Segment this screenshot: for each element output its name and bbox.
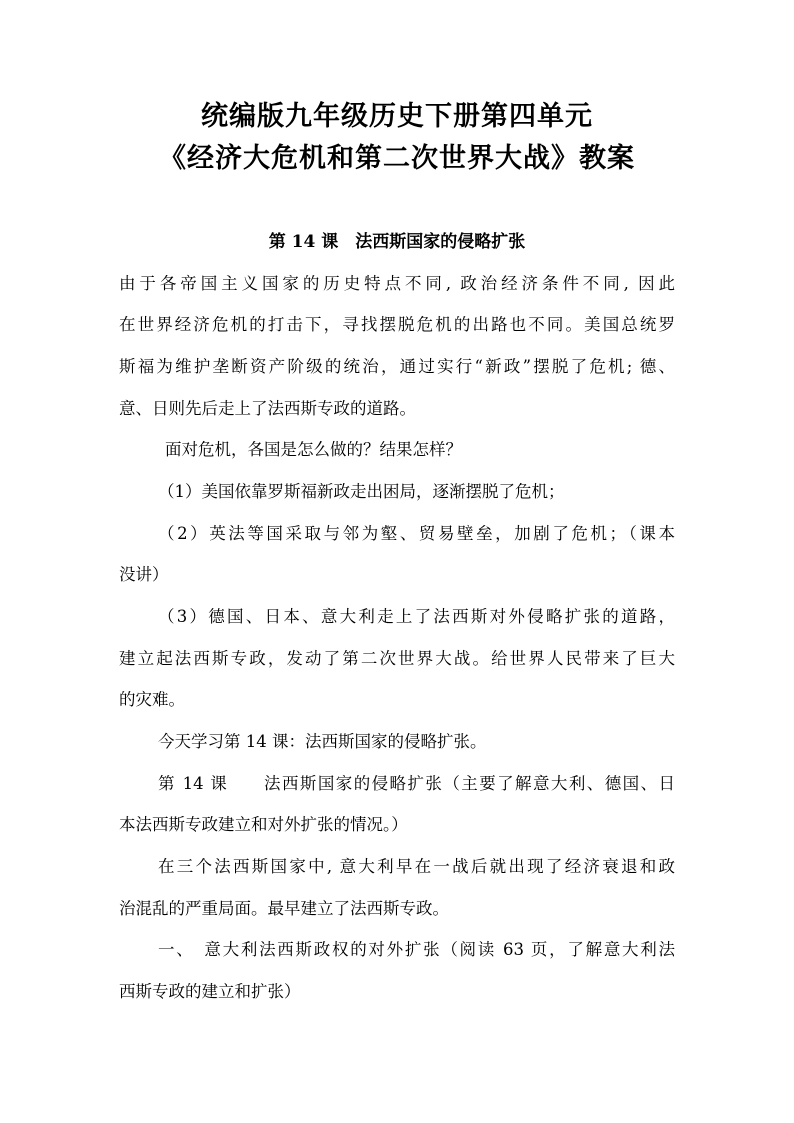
lesson-heading: 第 14 课 法西斯国家的侵略扩张 <box>268 232 526 252</box>
section-heading: 一、 意大利法西斯政权的对外扩张（阅读 63 页，了解意大利法 <box>158 940 675 959</box>
paragraph-line: 在三个法西斯国家中, 意大利早在一战后就出现了经济衰退和政 <box>158 857 675 876</box>
paragraph-line: 意、日则先后走上了法西斯专政的道路。 <box>119 399 416 418</box>
paragraph-line: 的灾难。 <box>119 690 185 709</box>
list-item: （2）英法等国采取与邻为壑、贸易壁垒，加剧了危机；（课本 <box>158 524 675 543</box>
document-title-line-1: 统编版九年级历史下册第四单元 <box>201 101 593 132</box>
paragraph-line: 治混乱的严重局面。最早建立了法西斯专政。 <box>119 899 449 918</box>
paragraph-line: 西斯专政的建立和扩张） <box>119 982 301 1001</box>
paragraph-line: 第 14 课 法西斯国家的侵略扩张（主要了解意大利、德国、日 <box>158 774 675 793</box>
list-item: （1）美国依靠罗斯福新政走出困局，逐渐摆脱了危机； <box>158 482 565 501</box>
document-title-line-2: 《经济大危机和第二次世界大战》教案 <box>159 143 635 174</box>
paragraph-line: 斯福为维护垄断资产阶级的统治，通过实行“新政”摆脱了危机; 德、 <box>119 357 675 376</box>
list-item: （3）德国、日本、意大利走上了法西斯对外侵略扩张的道路， <box>158 607 675 626</box>
paragraph-line: 今天学习第 14 课：法西斯国家的侵略扩张。 <box>158 732 487 751</box>
paragraph-line: 面对危机，各国是怎么做的？结果怎样？ <box>165 440 462 459</box>
paragraph-line: 建立起法西斯专政，发动了第二次世界大战。给世界人民带来了巨大 <box>119 649 675 668</box>
paragraph-line: 没讲） <box>119 565 169 584</box>
paragraph-line: 由于各帝国主义国家的历史特点不同, 政治经济条件不同, 因此 <box>119 274 675 293</box>
paragraph-line: 本法西斯专政建立和对外扩张的情况。） <box>119 815 408 834</box>
paragraph-line: 在世界经济危机的打击下，寻找摆脱危机的出路也不同。美国总统罗 <box>119 315 675 334</box>
